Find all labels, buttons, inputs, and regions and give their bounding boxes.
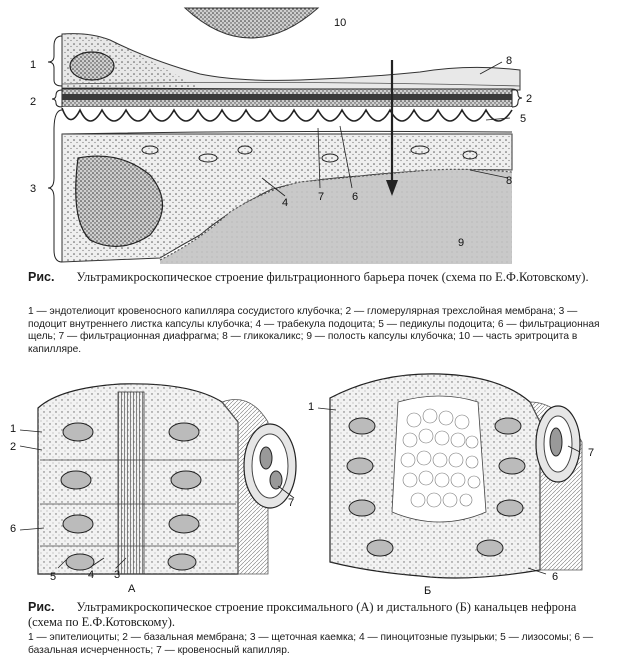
fig1-label-5: 5 [520,113,527,125]
fig1-label-2-right: 2 [526,93,533,105]
figure2-caption-text: Ультрамикроскопическое строение проксимального (А) и дистального (Б) канальцев нефрона (схема по Е.Ф.Котовскому). [28,600,577,629]
legend-item: 5 — педикулы подоцита; [378,318,496,330]
legend-item: 2 — гломерулярная трехслойная мембрана; [345,306,556,317]
figure2-caption-prefix: Рис. [28,600,55,614]
fig1-label-1: 1 [30,59,37,71]
fig1-label-6: 6 [352,191,359,203]
figure2-caption [28,600,598,630]
figure2-legend [28,632,600,657]
fig1-label-8-top: 8 [506,55,513,67]
legend-item: 1 — эндотелиоцит кровеносного капилляра сосудистого клубочка; [28,306,343,317]
legend-item: 7 — кровеносный капилляр. [156,644,290,656]
figure1-caption [28,270,598,285]
fig2-b-title: Б [424,585,432,597]
fig2-a-label-4: 4 [88,569,95,581]
fig1-label-7: 7 [318,191,325,203]
proximal-tubule [38,384,268,574]
legend-item: 6 — фильтрационная щель; [28,318,600,343]
figure1-illustration [0,0,618,268]
fig1-label-8-bottom: 8 [506,175,513,187]
fig2-b-label-7: 7 [588,447,595,459]
figure1-legend [28,306,600,356]
distal-tubule [330,374,582,578]
legend-item: 4 — пиноцитозные пузырьки; [358,632,498,643]
fig2-a-label-3: 3 [114,569,121,581]
capillary-a [244,424,296,508]
glomerular-membrane [62,89,512,107]
legend-item: 3 — подоцит внутреннего листка капсулы клубочка; [28,306,578,330]
fig2-a-label-7: 7 [288,497,295,509]
legend-item: 2 — базальная мембрана; [122,632,248,643]
fig2-b-label-1: 1 [308,401,315,413]
fig2-a-label-1: 1 [10,423,17,435]
fig2-a-label-2: 2 [10,441,17,453]
erythrocyte-shape [185,8,318,38]
legend-item: 8 — гликокаликс; [222,331,304,343]
figure1-caption-text: Ультрамикроскопическое строение фильтрационного барьера почек (схема по Е.Ф.Котовскому). [76,270,589,284]
fig2-a-title: А [128,583,136,595]
legend-item: 7 — фильтрационная диафрагма; [58,331,220,343]
podocyte-pedicels [62,107,512,134]
legend-item: 4 — трабекула подоцита; [255,318,376,330]
endothelium-layer [62,34,520,90]
fig1-label-10: 10 [334,17,347,29]
fig1-label-9: 9 [458,237,465,249]
fig1-label-2: 2 [30,96,37,108]
fig2-a-label-6: 6 [10,523,17,535]
figure2-illustration [0,362,618,598]
figure1-caption-prefix: Рис. [28,270,55,284]
legend-item: 1 — эпителиоциты; [28,632,120,643]
legend-item: 10 — часть эритроцита в капилляре. [28,331,578,355]
legend-item: 5 — лизосомы; [500,632,572,643]
fig1-label-3: 3 [30,183,37,195]
fig1-label-4: 4 [282,197,289,209]
legend-item: 9 — полость капсулы клубочка; [306,331,456,343]
fig2-a-label-5: 5 [50,571,57,583]
legend-item: 3 — щеточная каемка; [249,632,357,643]
capillary-b [536,406,580,482]
fig2-b-label-6: 6 [552,571,559,583]
legend-item: 6 — базальная исчерченность; [28,632,594,656]
